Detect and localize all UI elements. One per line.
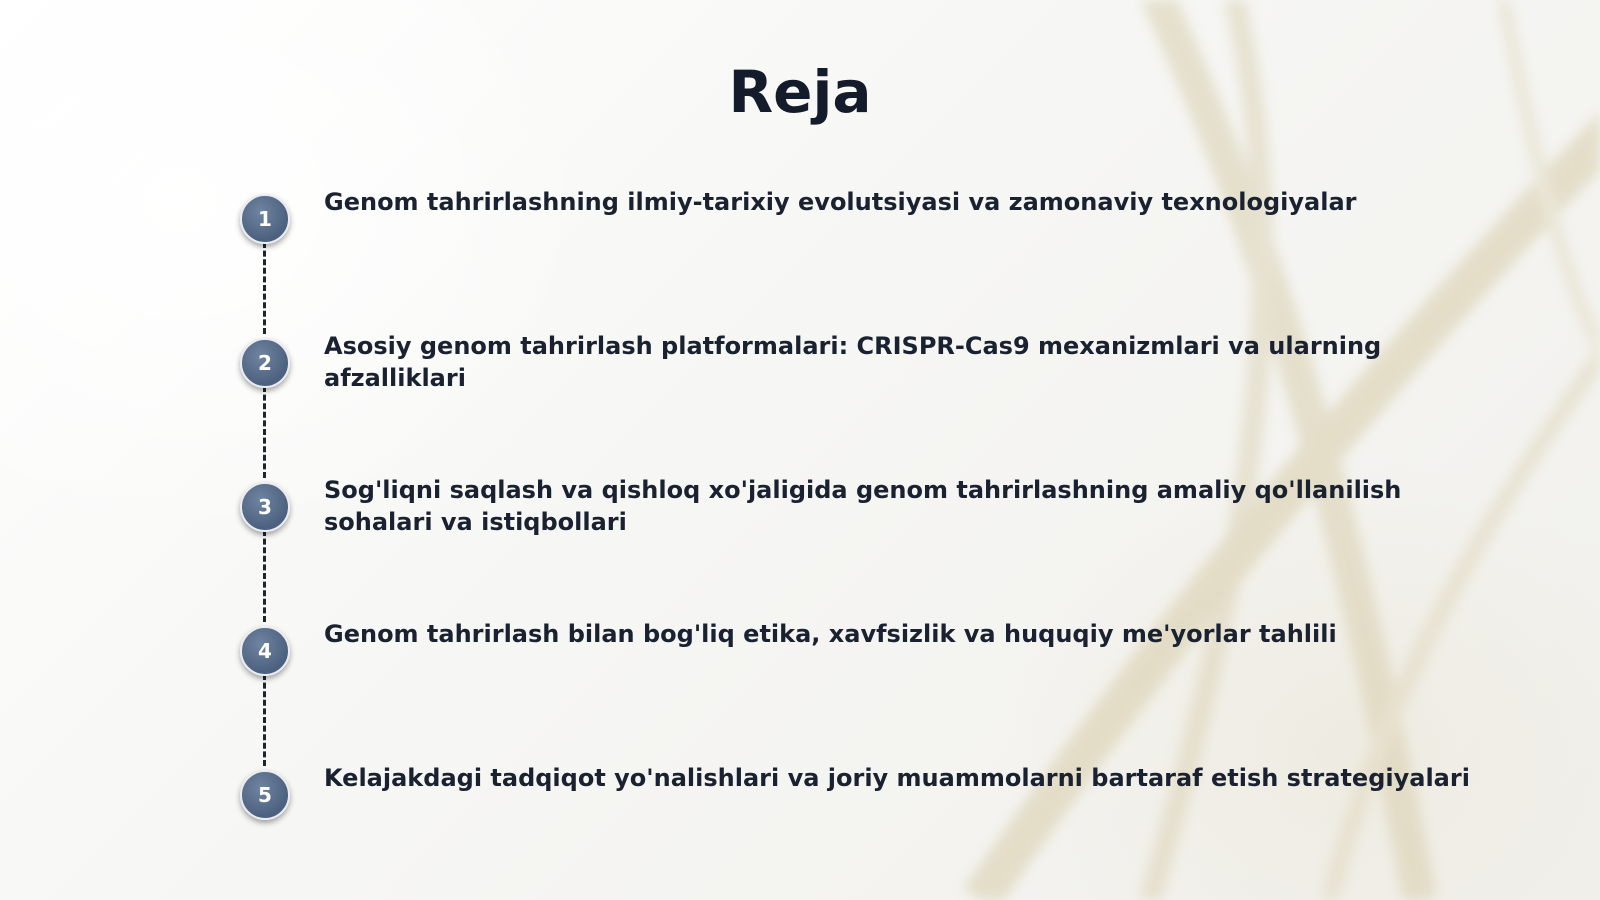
timeline-connector [263,530,266,622]
step-number-badge: 3 [240,482,290,532]
agenda-item-text: Genom tahrirlashning ilmiy-tarixiy evolutsiyasi va zamonaviy texnologiyalar [324,188,1357,216]
agenda-item-text: Sog'liqni saqlash va qishloq xo'jaligida genom tahrirlashning amaliy qo'llanilish sohalari va istiqbollari [324,476,1402,536]
step-number-badge: 1 [240,194,290,244]
timeline-connector [263,386,266,478]
step-number-badge: 4 [240,626,290,676]
slide-title: Reja [728,58,872,126]
agenda-item-text: Kelajakdagi tadqiqot yo'nalishlari va joriy muammolarni bartaraf etish strategiyalari [324,764,1470,792]
agenda-item-text: Genom tahrirlash bilan bog'liq etika, xavfsizlik va huquqiy me'yorlar tahlili [324,620,1337,648]
timeline-connector [263,242,266,334]
agenda-item-text: Asosiy genom tahrirlash platformalari: CRISPR-Cas9 mexanizmlari va ularning afzalliklari [324,332,1382,392]
step-number-badge: 2 [240,338,290,388]
timeline-connector [263,674,266,766]
step-number-badge: 5 [240,770,290,820]
